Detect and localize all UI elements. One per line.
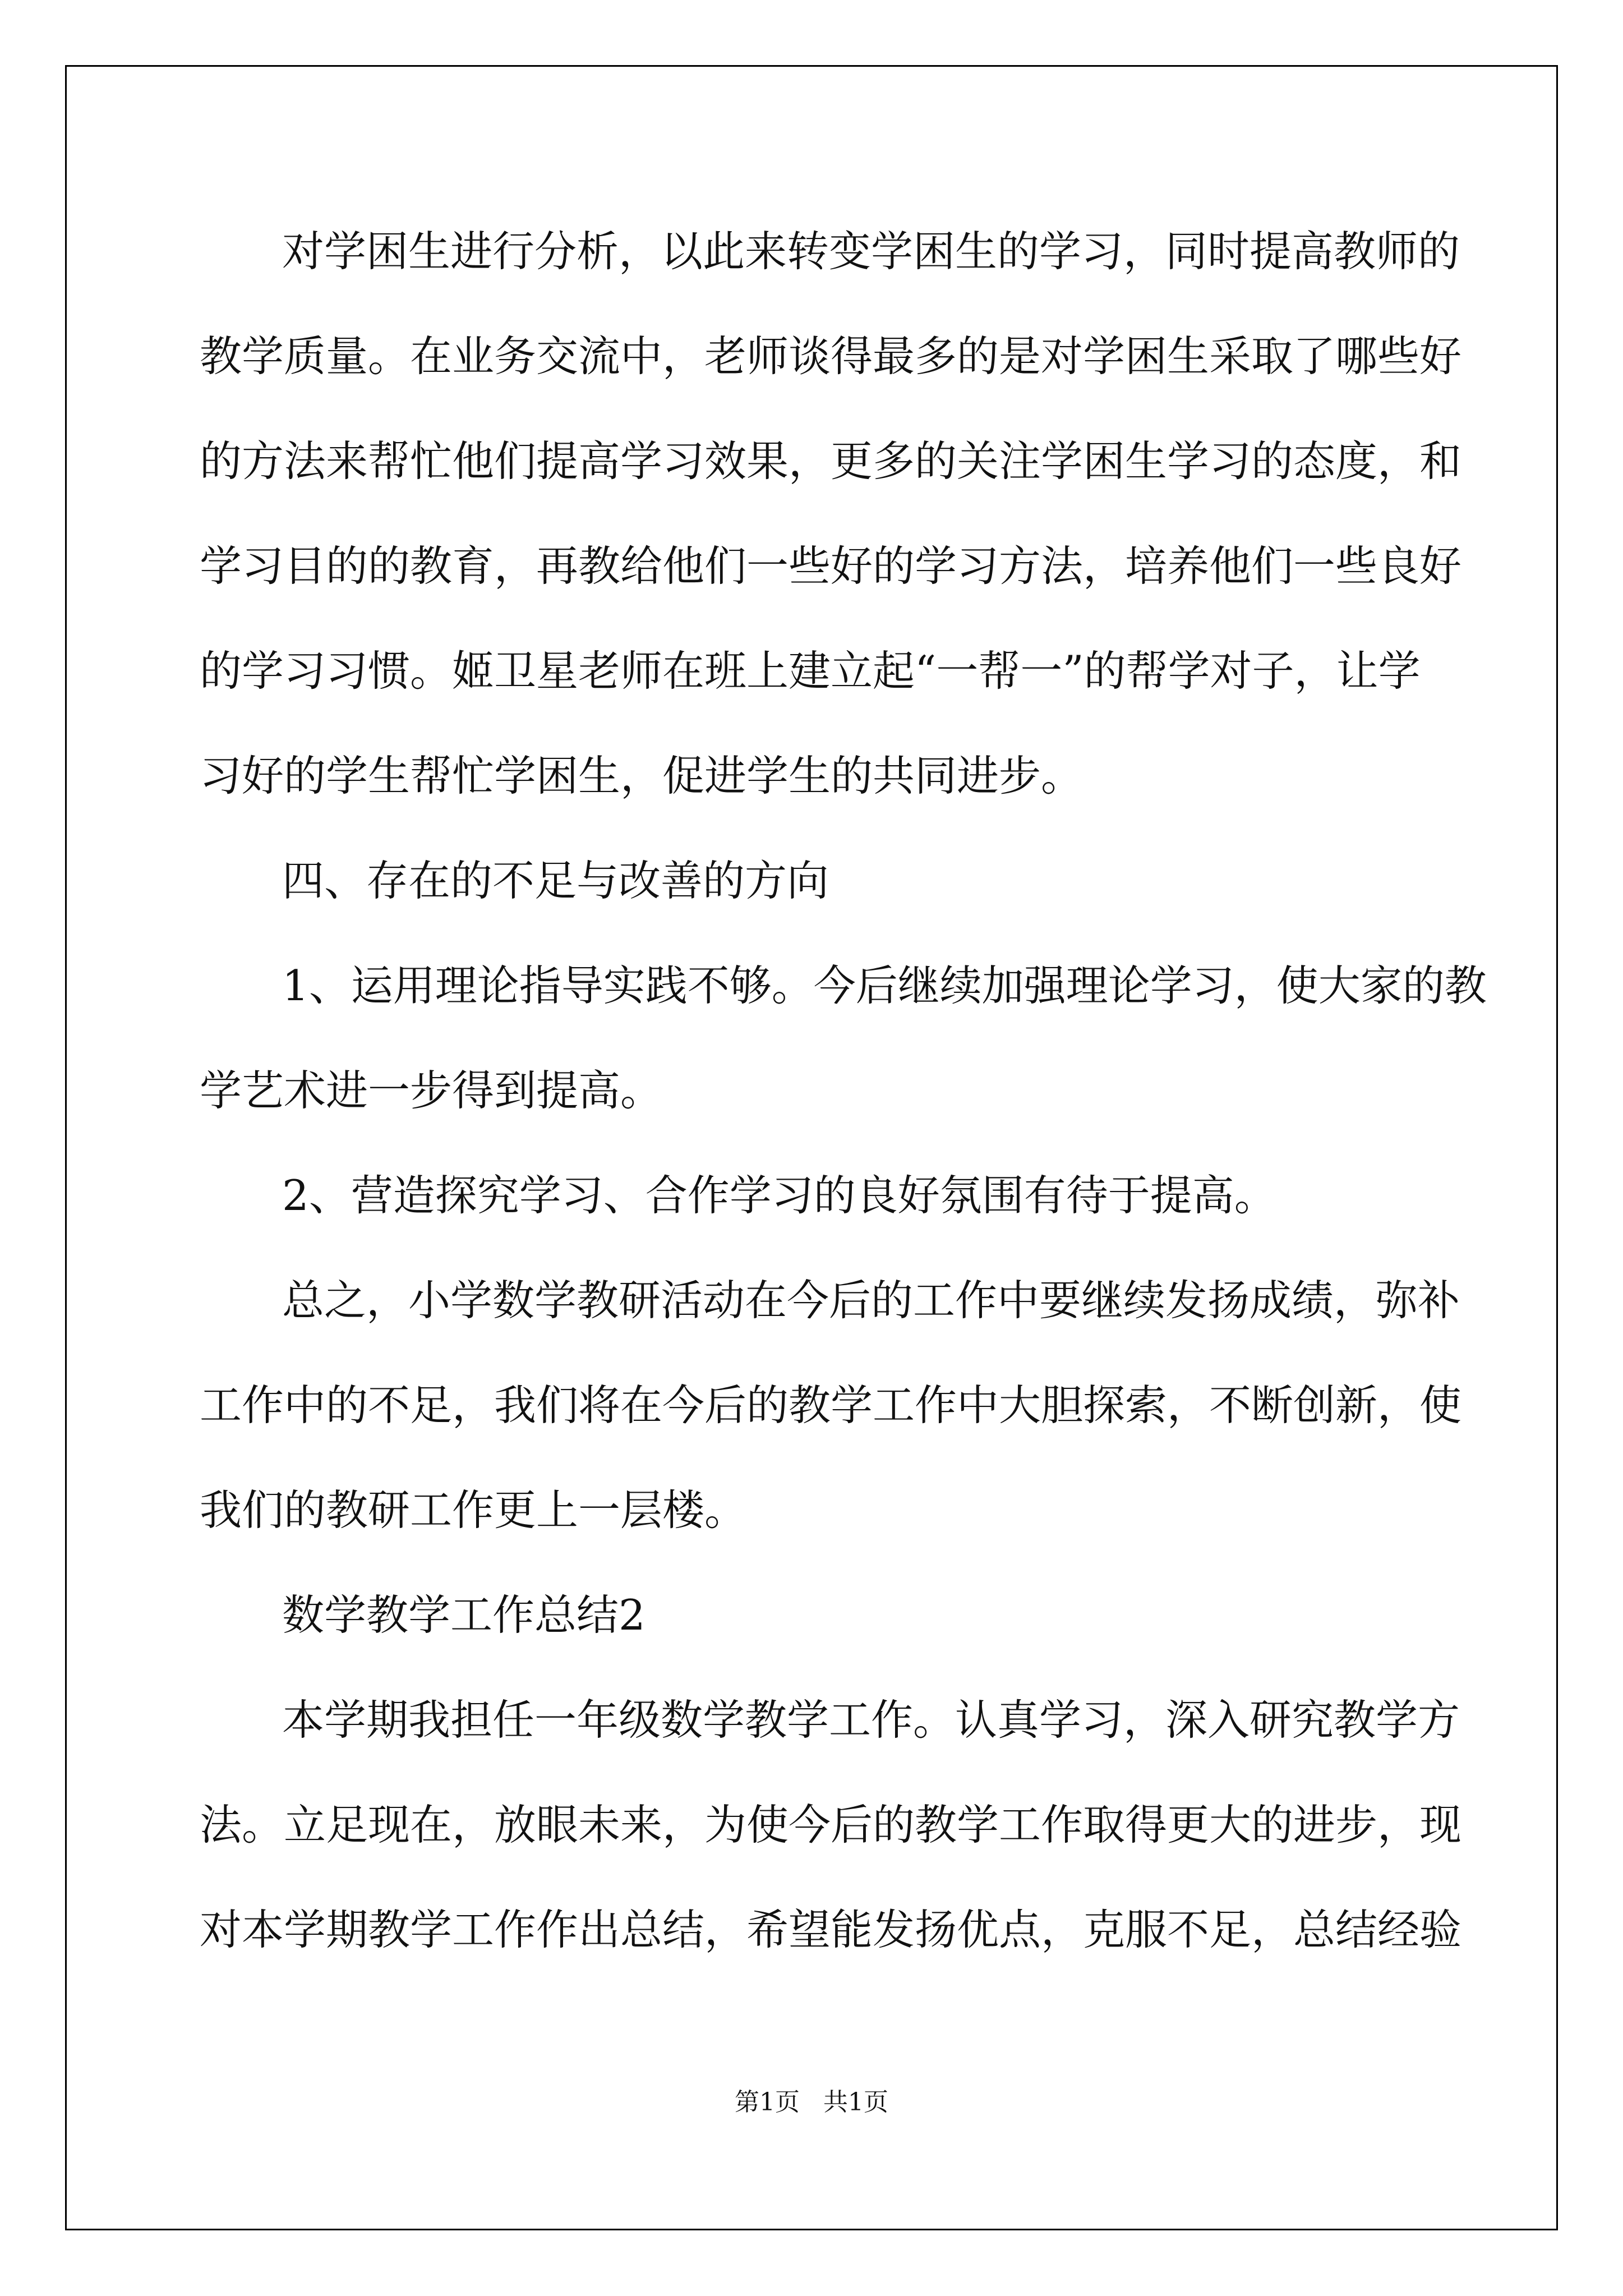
text-line: 2、营造探究学习、合作学习的良好氛围有待于提高。 bbox=[282, 1171, 1276, 1220]
text-line: 1、运用理论指导实践不够。今后继续加强理论学习，使大家的教 bbox=[282, 961, 1487, 1010]
text-line: 总之，小学数学教研活动在今后的工作中要继续发扬成绩，弥补 bbox=[282, 1276, 1460, 1325]
text-line: 学艺术进一步得到提高。 bbox=[200, 1066, 663, 1115]
page-footer: 第1页 共1页 bbox=[735, 2088, 888, 2116]
text-line: 对本学期教学工作作出总结，希望能发扬优点，克服不足，总结经验 bbox=[200, 1905, 1462, 1954]
text-line: 对学困生进行分析，以此来转变学困生的学习，同时提高教师的 bbox=[282, 227, 1460, 276]
text-line: 的学习习惯。姬卫星老师在班上建立起“一帮一”的帮学对子，让学 bbox=[200, 646, 1421, 696]
text-line: 学习目的的教育，再教给他们一些好的学习方法，培养他们一些良好 bbox=[200, 541, 1462, 591]
text-line: 我们的教研工作更上一层楼。 bbox=[200, 1485, 747, 1535]
text-line: 教学质量。在业务交流中，老师谈得最多的是对学困生采取了哪些好 bbox=[200, 332, 1462, 381]
text-line: 的方法来帮忙他们提高学习效果，更多的关注学困生学习的态度，和 bbox=[200, 436, 1462, 486]
text-line: 本学期我担任一年级数学教学工作。认真学习，深入研究教学方 bbox=[282, 1695, 1460, 1745]
text-line: 法。立足现在，放眼未来，为使今后的教学工作取得更大的进步，现 bbox=[200, 1800, 1462, 1849]
text-line: 工作中的不足，我们将在今后的教学工作中大胆探索，不断创新，使 bbox=[200, 1381, 1462, 1430]
section-heading: 四、存在的不足与改善的方向 bbox=[282, 856, 829, 905]
section-heading: 数学教学工作总结2 bbox=[282, 1590, 645, 1640]
text-line: 习好的学生帮忙学困生，促进学生的共同进步。 bbox=[200, 751, 1083, 800]
